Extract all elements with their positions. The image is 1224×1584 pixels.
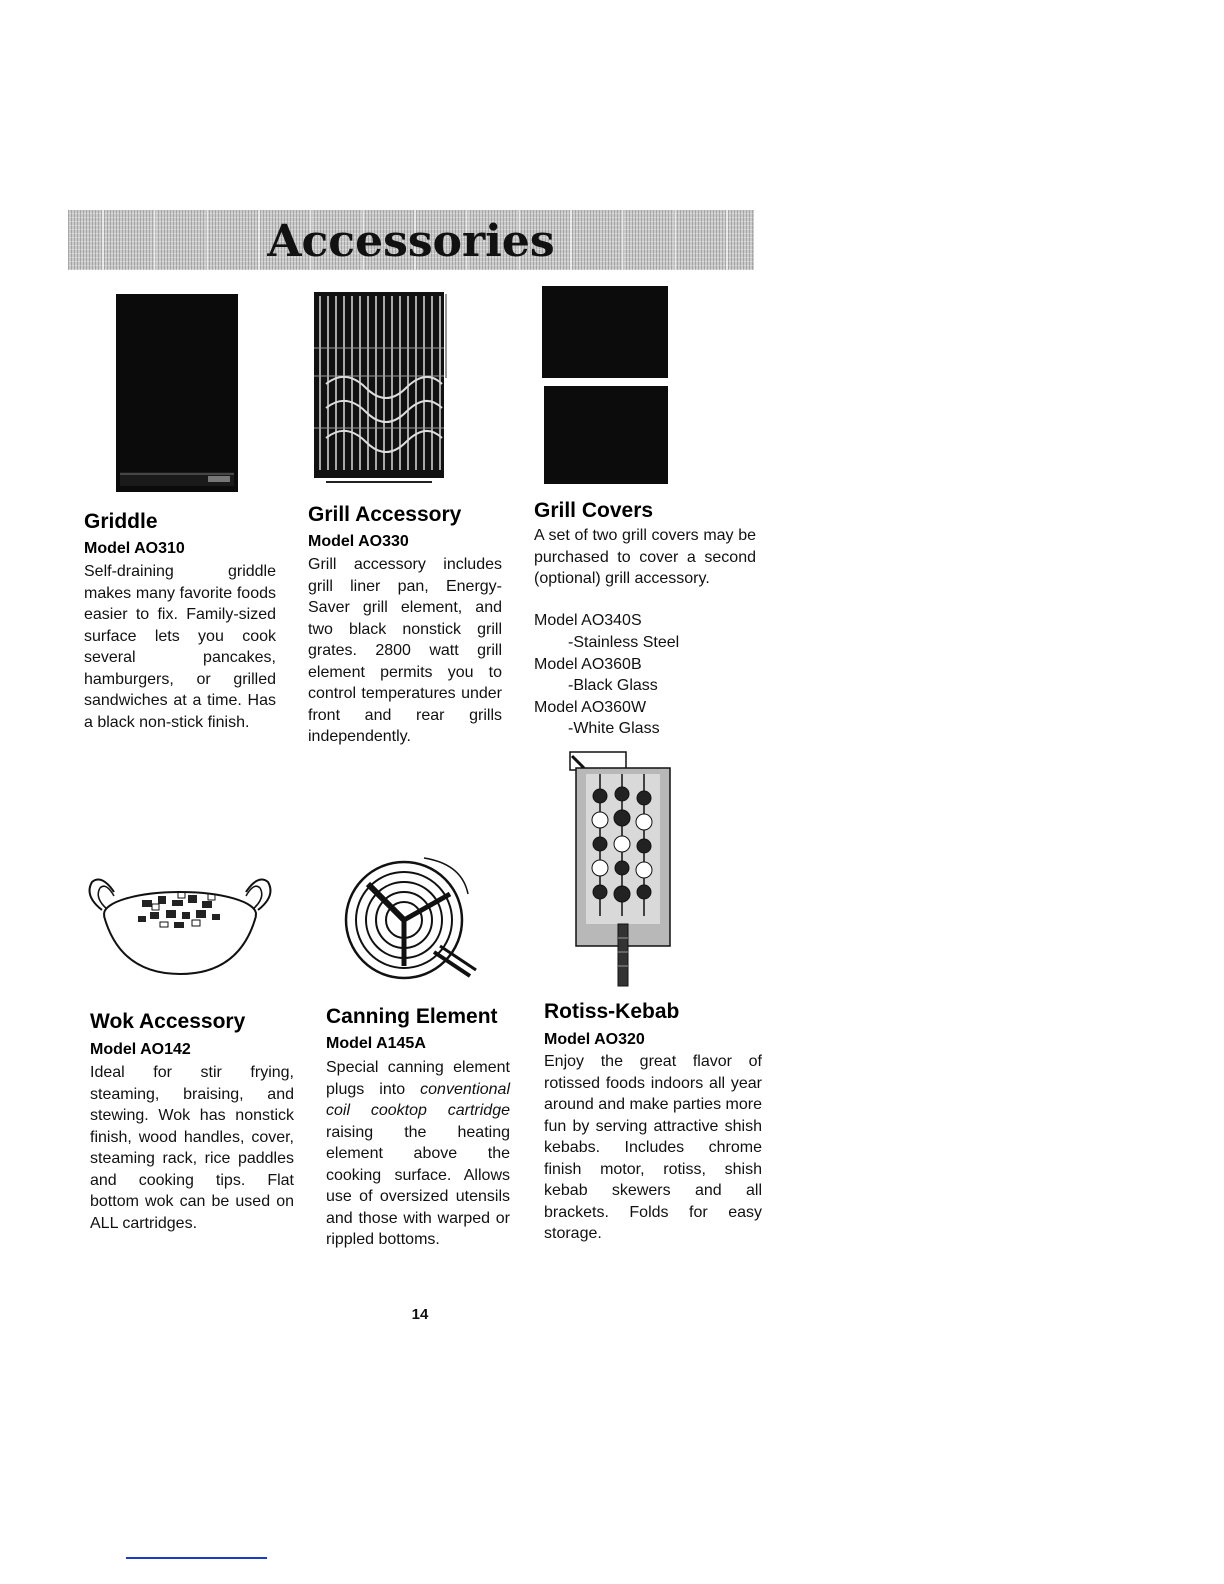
cover-finish-2: -Black Glass [568, 677, 658, 694]
wok-description: Ideal for stir frying, steaming, braising, and stewing. Wok has nonstick finish, wood handles, cover, steaming rack, rice paddles and cooking tips. Flat bottom wok can be used on ALL cartridges. [90, 1064, 294, 1232]
canning-element-heading: Canning Element [326, 1005, 498, 1028]
cover-finish-1: -Stainless Steel [568, 634, 680, 651]
grill-accessory-model: Model AO330 [308, 533, 409, 550]
wok-model: Model AO142 [90, 1041, 191, 1058]
page-number: 14 [411, 1306, 429, 1323]
canning-element-model: Model A145A [326, 1035, 426, 1052]
rotiss-kebab-image [566, 748, 674, 988]
wok-image [80, 870, 280, 982]
cover-finish-3: -White Glass [568, 720, 660, 737]
griddle-description: Self-draining griddle makes many favorite foods easier to fix. Family-sized surface lets you cook several pancakes, hamburgers, or grilled sandwiches at a time. Has a black non-stick finish. [84, 563, 276, 731]
grill-covers-heading: Grill Covers [534, 499, 654, 522]
griddle-model: Model AO310 [84, 540, 185, 557]
rotiss-kebab-description: Enjoy the great flavor of rotissed foods indoors all year around and make parties more fun by serving attractive shish kebabs. Includes chrome finish motor, rotiss, shish kebab skewers and all brackets. Folds for easy storage. [544, 1053, 762, 1242]
griddle-heading: Griddle [84, 510, 158, 533]
page-title: Accessories [267, 216, 555, 267]
canning-desc-italic: conventional coil cooktop cartridge [326, 1080, 510, 1119]
rotiss-kebab-model: Model AO320 [544, 1031, 645, 1048]
title-banner [68, 210, 754, 270]
cover-model-2: Model AO360B [534, 656, 642, 673]
wok-heading: Wok Accessory [90, 1010, 246, 1033]
canning-element-image [338, 854, 486, 982]
rotiss-kebab-heading: Rotiss-Kebab [544, 1000, 680, 1023]
canning-desc-end: raising the heating element above the cooking surface. Allows use of oversized utensils and those with warped or rippled bottoms. [326, 1123, 510, 1248]
grill-covers-description: A set of two grill covers may be purchased to cover a second (optional) grill accessory. [534, 527, 756, 587]
grill-accessory-description: Grill accessory includes grill liner pan, Energy-Saver grill element, and two black nonstick grill grates. 2800 watt grill element permits you to control temperatures under front and rear grills independently. [308, 556, 502, 745]
grill-accessory-image [306, 288, 456, 486]
cover-model-1: Model AO340S [534, 612, 642, 629]
canning-desc-start: Special canning element plugs into [326, 1059, 510, 1098]
griddle-image [116, 294, 238, 492]
grill-accessory-heading: Grill Accessory [308, 503, 462, 526]
footer-rule [126, 1557, 267, 1559]
grill-covers-image [542, 286, 668, 484]
canning-element-description [326, 1057, 510, 1251]
cover-model-3: Model AO360W [534, 699, 647, 716]
